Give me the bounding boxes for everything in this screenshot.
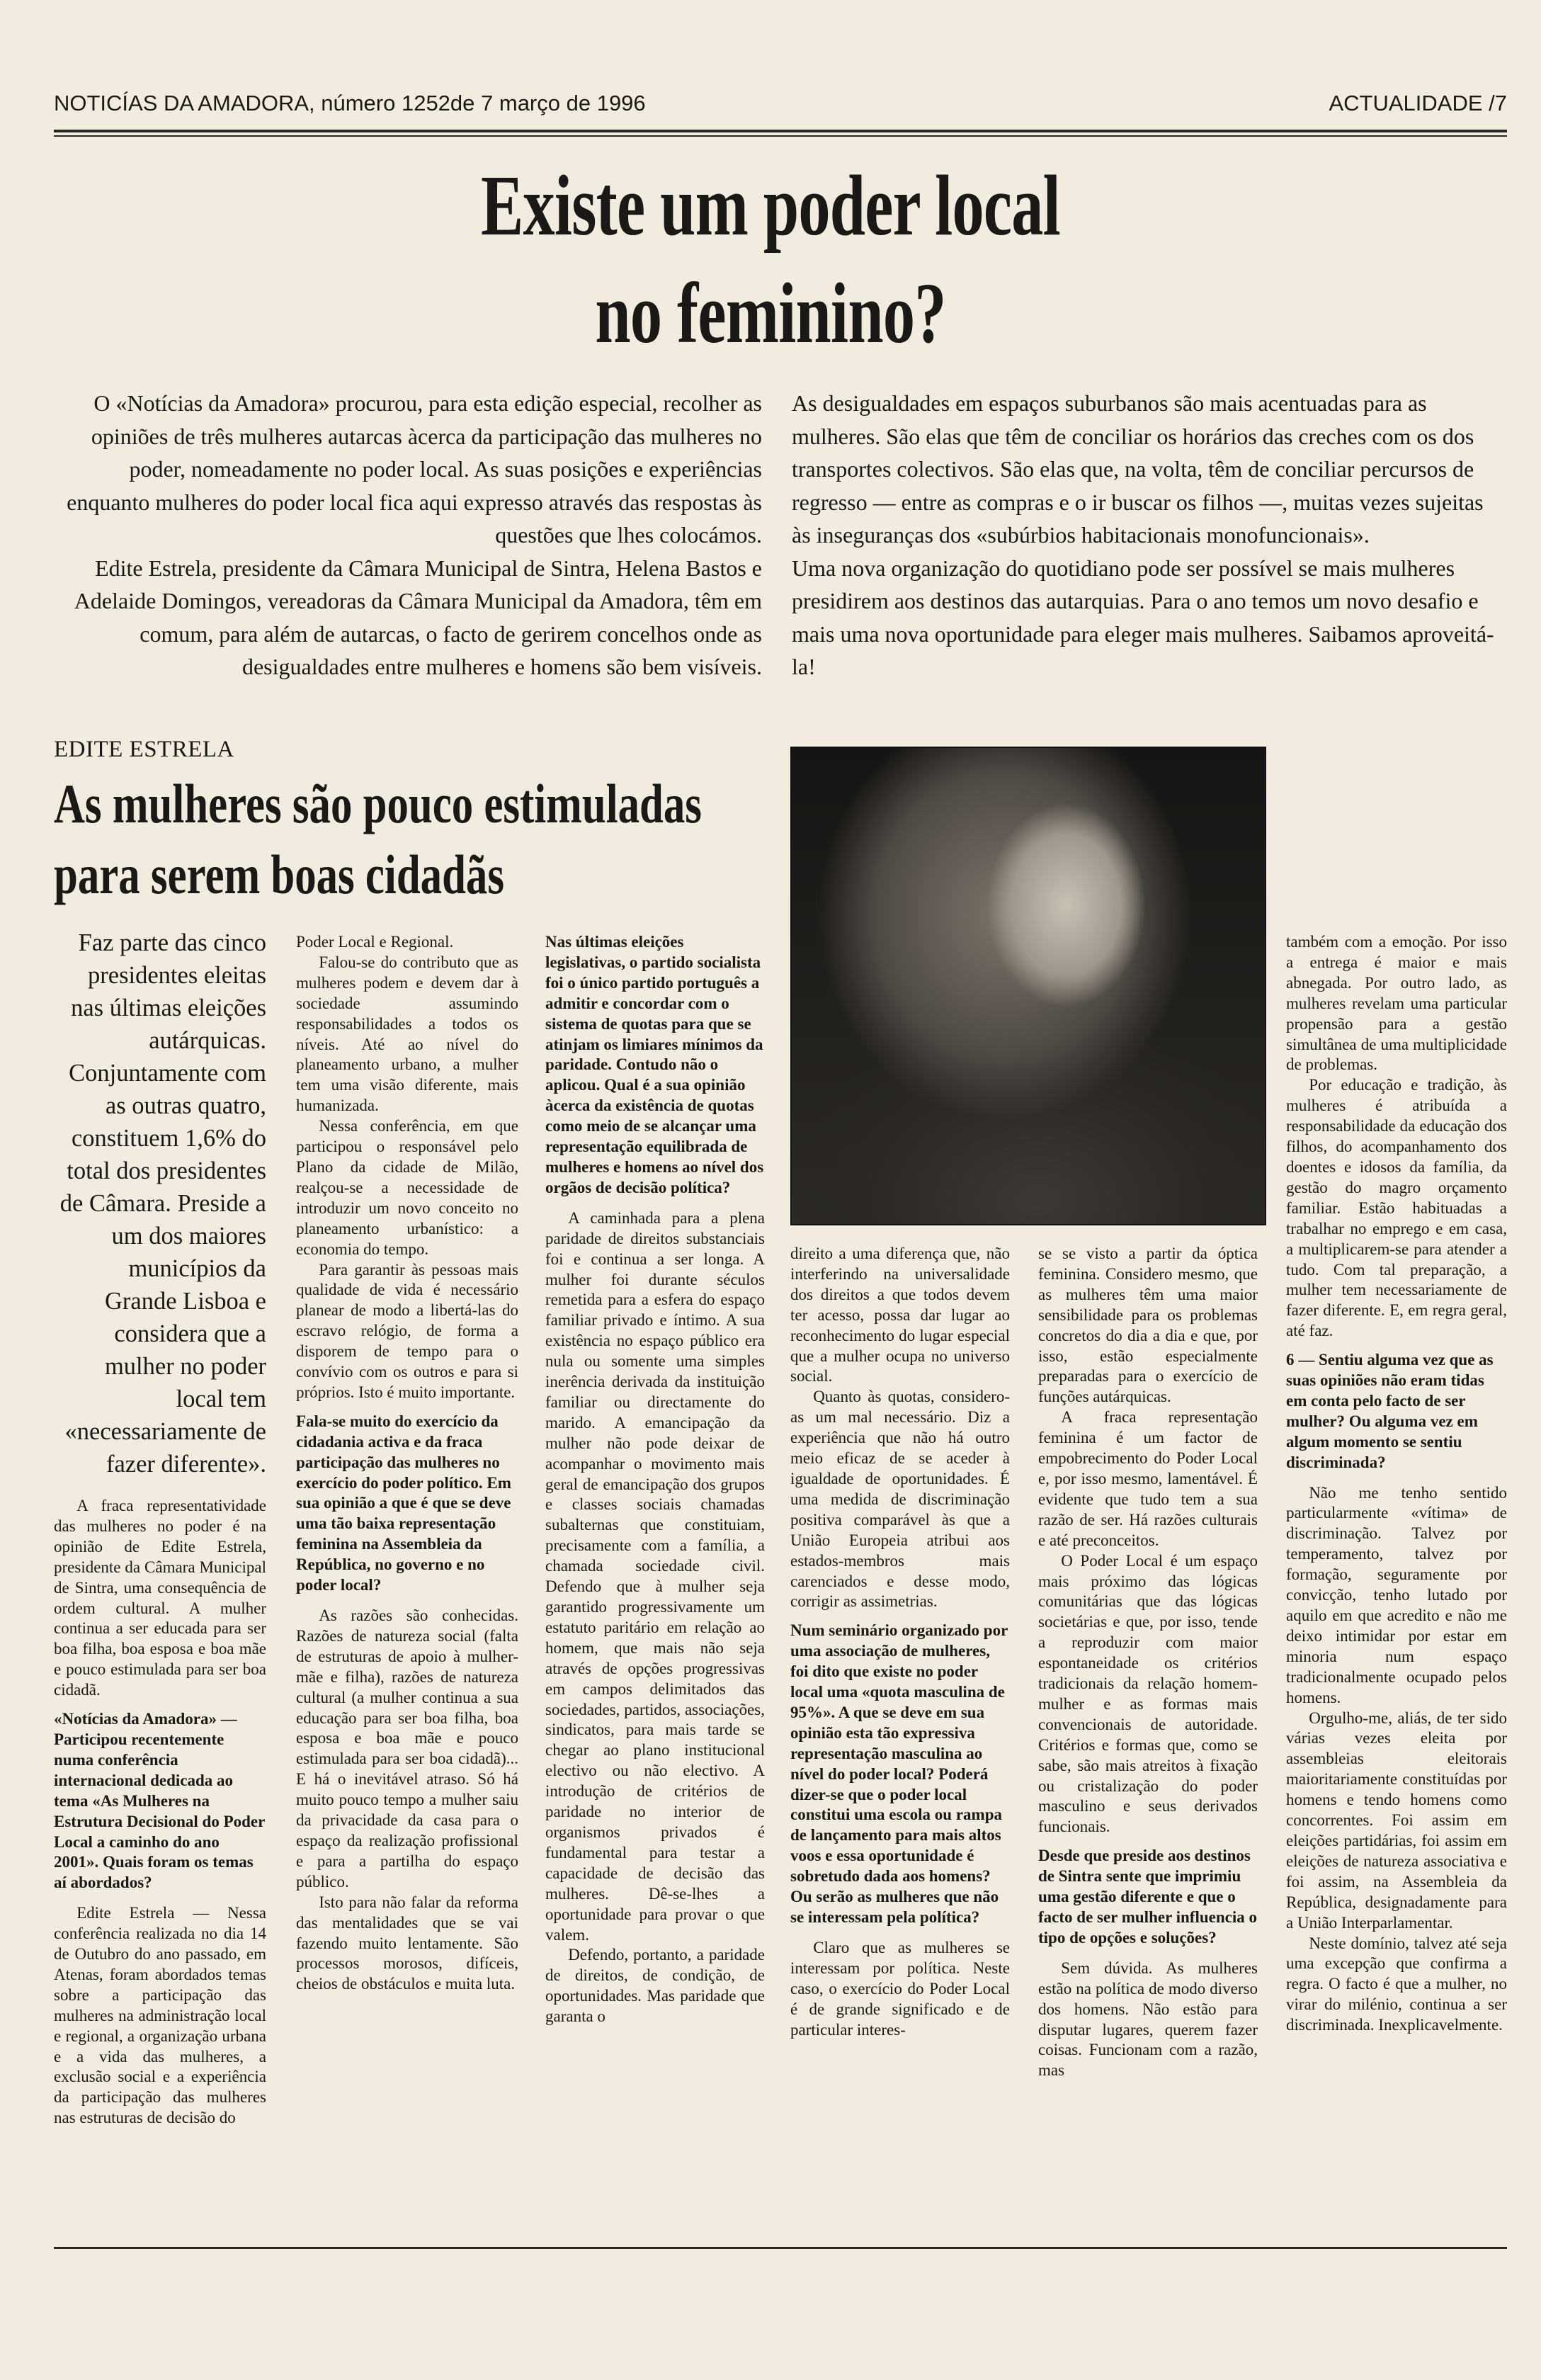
pull-quote: Faz parte das cinco presidentes eleitas nas últimas eleições autárquicas. Conjuntamente com as outras quatro, constituem 1,6% do total dos presidentes de Câmara. Preside a um dos maiores municípios da Grande Lisboa e considera que a mulher no poder local tem «necessariamente de fazer diferente». [59,929,266,1478]
headline-line-2: no feminino? [595,266,946,361]
column-1 [54,1496,266,2129]
paragraph: A fraca representação feminina é um factor de empobrecimento do Poder Local e, por isso mesmo, lamentável. É evidente que tudo tem a sua razão de ser. Há razões culturais e até preconceitos. [1038,1408,1258,1549]
intro-right [792,387,1507,684]
paragraph: Claro que as mulheres se interessam por política. Neste caso, o exercício do Poder Local é de grande significado e de particular interes- [790,1938,1010,2039]
bottom-rule [54,2247,1507,2249]
intro-left-paragraph: O «Notícias da Amadora» procurou, para esta edição especial, recolher as opiniões de três mulheres autarcas àcerca da participação das mulheres no poder, nomeadamente no poder local. As suas posições e experiências enquanto mulheres do poder local fica aqui expresso através das respostas às questões que lhes colocámos. [67,390,762,548]
paragraph: Orgulho-me, aliás, de ter sido várias vezes eleita por assembleias eleitorais maioritariamente constituídas por homens e tendo homens como concorrentes. Foi assim em eleições partidárias, foi assim em eleições de natureza associativa e foi assim, na Assembleia da República, designadamente para a União Interparlamentar. [1286,1708,1507,1932]
intro-left-paragraph: Edite Estrela, presidente da Câmara Municipal de Sintra, Helena Bastos e Adelaide Domingos, vereadoras da Câmara Municipal da Amadora, têm em comum, para além de autarcas, o facto de gerirem concelhos onde as desigualdades entre mulheres e homens são bem visíveis. [74,555,762,679]
running-header-left: NOTICÍAS DA AMADORA, número 1252de 7 março de 1996 [54,91,646,115]
portrait-photo [790,747,1266,1225]
paragraph: A caminhada para a plena paridade de direitos substanciais foi e continua a ser longa. A mulher foi durante séculos remetida para a esfera do espaço familiar privado e íntimo. A sua existência no espaço público era nula ou somente uma simples inerência derivada da instituição familiar ou directamente do marido. A emancipação da mulher não pode deixar de acompanhar o movimento mais geral de emancipação dos grupos e classes sociais chamadas subalternas que constituiam, precisamente com a família, a chamada sociedade civil. Defendo que à mulher seja garantido progressivamente um estatuto paritário em relação ao homem, que mais não seja através de opções progressivas em campos delimitados das sociedades, partidos, associações, sindicatos, para mais tarde se chegar ao plano institucional electivo ou não electivo. A introdução de critérios de paridade no interior de organismos privados é fundamental para testar a capacidade de decisão das mulheres. Dê-se-lhes a oportunidade para provar o que valem. [545,1208,765,1944]
headline-line-1: Existe um poder local [481,158,1060,254]
paragraph: Isto para não falar da reforma das mentalidades que se vai fazendo muito lentamente. São processos morosos, difíceis, cheios de obstáculos e muita luta. [296,1893,518,1993]
paragraph: Poder Local e Regional. [296,933,454,951]
header-rule-bottom [54,135,1507,137]
paragraph: As razões são conhecidas. Razões de natureza social (falta de estruturas de apoio à mulher-mãe e filha), razões de natureza cultural (a mulher continua a sua educação para ser boa filha, boa esposa e boa mãe e pouco estimulada para ser boa cidadã)... E há o inevitável atraso. Só há muito pouco tempo a mulher saiu da privacidade da casa para o espaço da realização profissional e para a partilha do espaço público. [296,1606,518,1891]
intro-left [54,387,762,684]
section-kicker: EDITE ESTRELA [54,737,234,762]
paragraph: direito a uma diferença que, não interferindo na universalidade dos direitos a que todos devem ter acesso, possa dar lugar ao reconhecimento do lugar especial que a mulher ocupa no universo social. [790,1245,1010,1386]
intro-right-paragraph: As desigualdades em espaços suburbanos são mais acentuadas para as mulheres. São elas que têm de conciliar os horários das creches com os dos transportes colectivos. São elas que, na volta, têm de conciliar percursos de regresso — entre as compras e o ir buscar os filhos —, muitas vezes sujeitas às inseguranças dos «subúrbios habitacionais monofuncionais». [792,390,1484,548]
question: 6 — Sentiu alguma vez que as suas opiniões não eram tidas em conta pelo facto de ser mulher? Ou alguma vez em algum momento se sentiu discriminada? [1286,1351,1494,1471]
question: «Notícias da Amadora» — Participou recentemente numa conferência internacional dedicada ao tema «As Mulheres na Estrutura Decisional do Poder Local a caminho do ano 2001». Quais foram os temas aí abordados? [54,1710,265,1892]
running-header-right: ACTUALIDADE /7 [1329,91,1507,115]
column-2 [296,932,518,1995]
paragraph: também com a emoção. Por isso a entrega é maior e mais abnegada. Por outro lado, as mulheres revelam uma particular propensão para a gestão simultânea de uma multiplicidade de problemas. [1286,933,1507,1074]
paragraph: Nessa conferência, em que participou o responsável pelo Plano da cidade de Milão, realçou-se a necessidade de introduzir um novo conceito no planeamento urbanístico: a economia do tempo. [296,1117,518,1258]
section-subhead [54,769,717,910]
subhead-line-1: As mulheres são pouco estimuladas [54,773,702,834]
paragraph: O Poder Local é um espaço mais próximo das lógicas comunitárias que das lógicas societárias e que, por isso, tende a reproduzir com maior espontaneidade os critérios tradicionais da relação homem-mulher e as formas mais convencionais de autoridade. Critérios e formas que, como se sabe, são mais atreitos à fixação ou cristalização do poder masculino e seus derivados funcionais. [1038,1551,1258,1836]
paragraph: Para garantir às pessoas mais qualidade de vida é necessário planear de modo a libertá-las do escravo relógio, de forma a disporem de tempo para o convívio com os outros e para si próprios. Isto é muito importante. [296,1260,518,1401]
question: Desde que preside aos destinos de Sintra sente que imprimiu uma gestão diferente e que o facto de ser mulher influencia o tipo de opções e soluções? [1038,1847,1257,1946]
paragraph: Quanto às quotas, considero-as um mal necessário. Diz a experiência que não há outro meio eficaz de se aceder à igualdade de oportunidades. É uma medida de discriminação positiva comparável às que a União Europeia atribui aos estados-membros mais carenciados e desse modo, corrigir as assimetrias. [790,1388,1010,1611]
paragraph: Defendo, portanto, a paridade de direitos, de condição, de oportunidades. Mas paridade que garanta o [545,1946,765,2026]
paragraph: se se visto a partir da óptica feminina. Considero mesmo, que as mulheres têm uma maior sensibilidade para os problemas concretos do dia a dia e que, por isso, estão especialmente preparadas para o exercício de funções autárquicas. [1038,1245,1258,1406]
subhead-line-2: para serem boas cidadãs [54,844,505,905]
paragraph: Por educação e tradição, às mulheres é atribuída a responsabilidade da educação dos filhos, do acompanhamento dos doentes e idosos da família, da gestão do magro orçamento familiar. Estão habituadas a trabalhar no emprego e em casa, a multiplicarem-se para atender a tudo. Com tal preparação, a mulher tem necessariamente de fazer diferente. E, em regra geral, até faz. [1286,1076,1507,1340]
question: Fala-se muito do exercício da cidadania activa e da fraca participação das mulheres no exercício do poder político. Em sua opinião a que é que se deve uma tão baixa representação feminina na Assembleia da República, no governo e no poder local? [296,1412,511,1594]
headline [200,152,1341,368]
paragraph: Neste domínio, talvez até seja uma excepção que confirma a regra. O facto é que a mulher, no virar do milénio, continua a ser discriminada. Inexplicavelmente. [1286,1934,1507,2034]
paragraph: Falou-se do contributo que as mulheres podem e devem dar à sociedade assumindo responsabilidades a todos os níveis. Até ao nível do planeamento urbano, a mulher tem uma visão diferente, mais humanizada. [296,953,518,1115]
question: Num seminário organizado por uma associação de mulheres, foi dito que existe no poder local uma «quota masculina de 95%». A que se deve em sua opinião esta tão expressiva representação masculina ao nível do poder local? Poderá dizer-se que o poder local constitui uma escola ou rampa de lançamento para mais altos voos e essa oportunidade é sobretudo dada aos homens? Ou serão as mulheres que não se interessam pela política? [790,1621,1008,1926]
intro-right-paragraph: Uma nova organização do quotidiano pode ser possível se mais mulheres presidirem aos destinos das autarquias. Para o ano temos um novo desafio e mais uma nova oportunidade para eleger mais mulheres. Saibamos aproveitá-la! [792,555,1494,679]
column-4 [790,1244,1010,2040]
paragraph: Edite Estrela — Nessa conferência realizada no dia 14 de Outubro do ano passado, em Atenas, foram abordados temas sobre a participação das mulheres na administração local e regional, a organização urbana e a vida das mulheres, a exclusão social e a experiência da participação das mulheres nas estruturas de decisão do [54,1904,266,2127]
column-3 [545,932,765,2027]
column-5 [1038,1244,1258,2081]
paragraph: Sem dúvida. As mulheres estão na política de modo diverso dos homens. Não estão para disputar lugares, querem fazer coisas. Funcionam com a razão, mas [1038,1959,1258,2080]
paragraph: A fraca representatividade das mulheres no poder é na opinião de Edite Estrela, presidente da Câmara Municipal de Sintra, uma consequência de ordem cultural. A mulher continua a ser educada para ser boa filha, boa esposa e boa mãe e pouco estimulada para ser boa cidadã. [54,1497,266,1699]
question: Nas últimas eleições legislativas, o partido socialista foi o único partido português a admitir e concordar com o sistema de quotas para que se atinjam os limiares mínimos da paridade. Contudo não o aplicou. Qual é a sua opinião àcerca da existência de quotas como meio de se alcançar uma representação equilibrada de mulheres e homens ao nível dos orgãos de decisão política? [545,933,764,1196]
column-6 [1286,932,1507,2036]
header-rule-top [54,130,1507,132]
paragraph: Não me tenho sentido particularmente «vítima» de discriminação. Talvez por temperamento, talvez por formação, seguramente por convicção, tenho lutado por aquilo em que acredito e não me deixo intimidar por estar em minoria num espaço tradicionalmente ocupado pelos homens. [1286,1483,1507,1706]
